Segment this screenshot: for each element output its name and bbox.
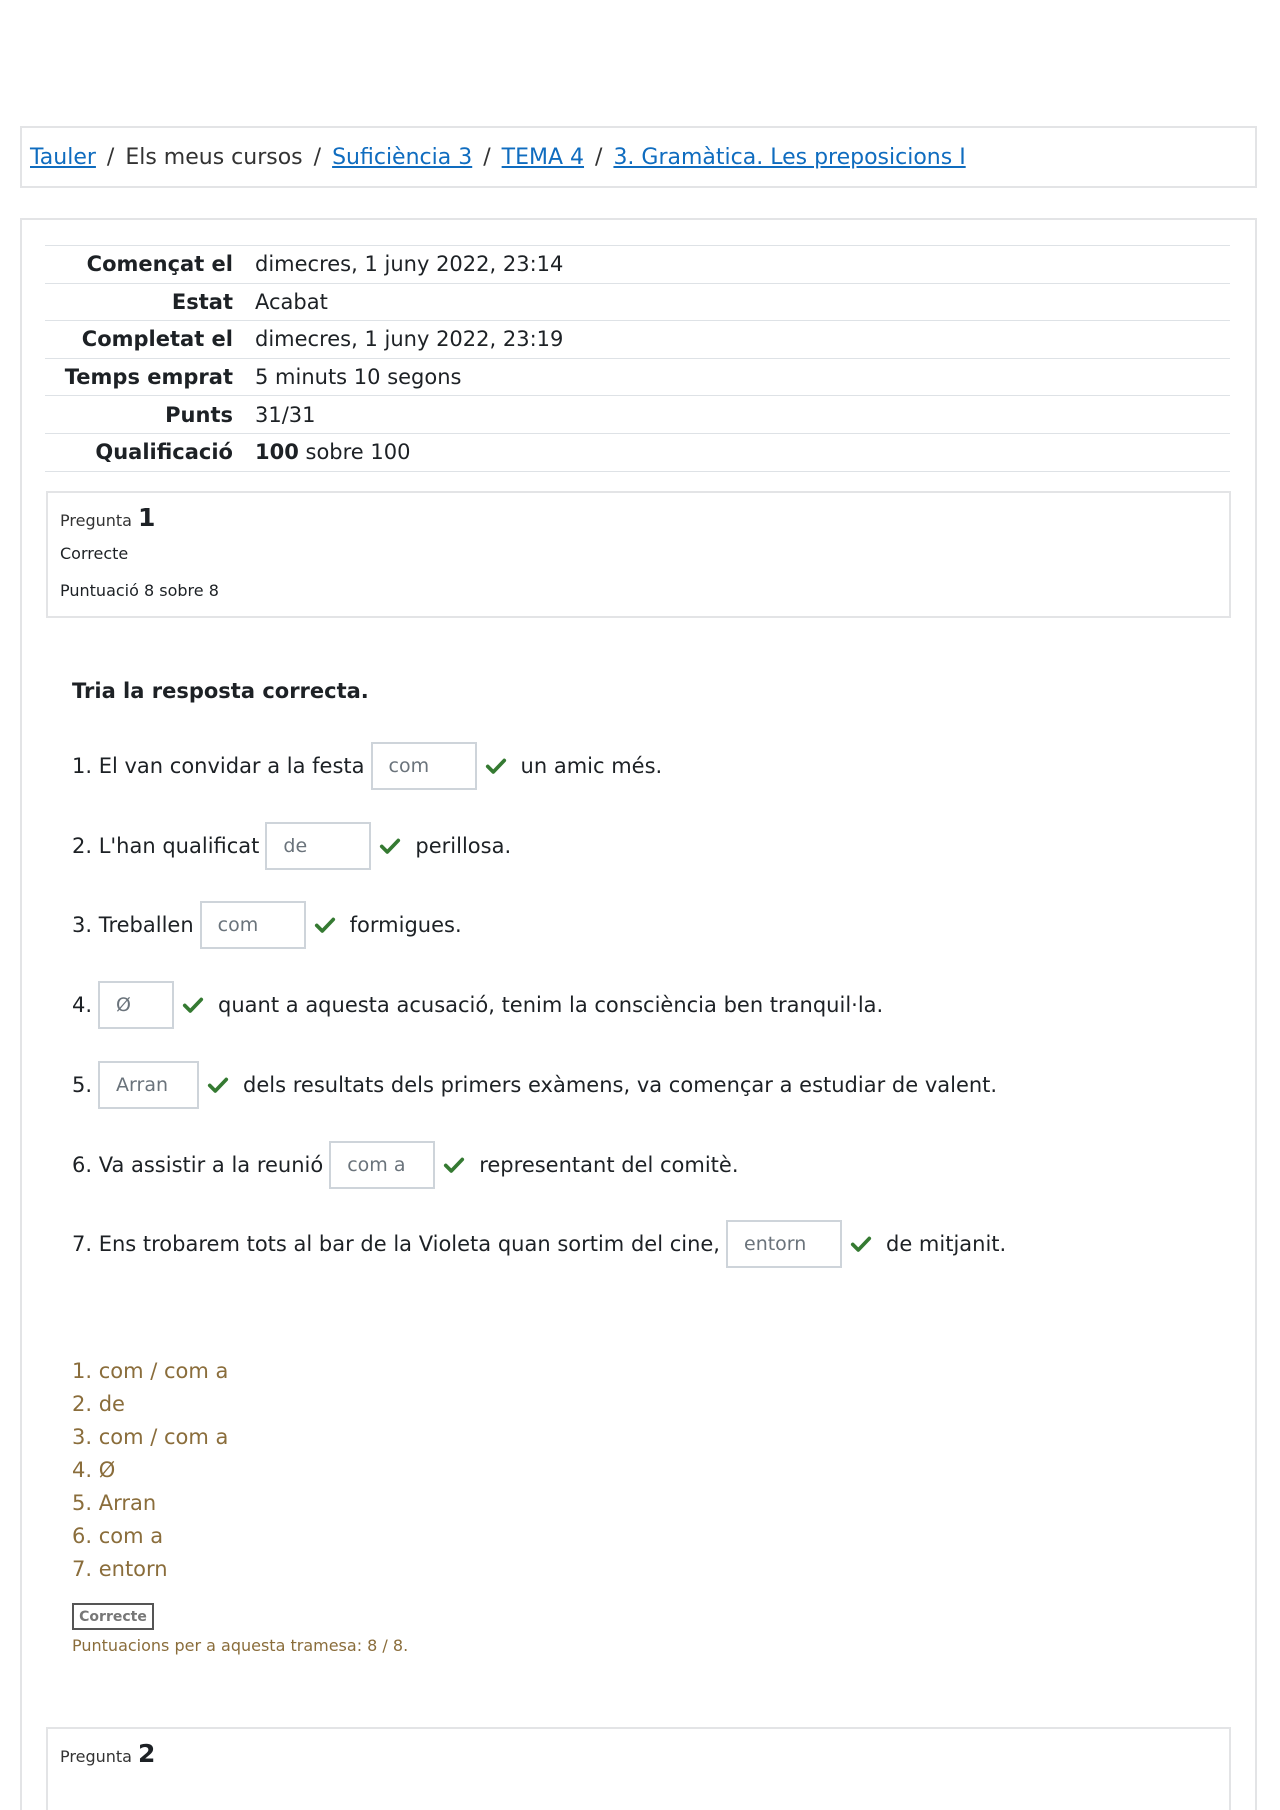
summary-value: 5 minuts 10 segons (255, 358, 1230, 396)
feedback-line: 1. com / com a (72, 1359, 229, 1383)
check-icon (443, 1154, 465, 1176)
grade-suffix: sobre 100 (298, 440, 411, 465)
sentence-before: 5. (72, 1073, 93, 1097)
answer-dropdown[interactable]: de (265, 822, 371, 870)
summary-row-time-taken (45, 358, 1230, 396)
feedback-line: 4. Ø (72, 1458, 116, 1482)
sentence-after: perillosa. (415, 834, 512, 858)
breadcrumb-link-course[interactable]: Suficiència 3 (332, 144, 473, 170)
summary-label: Punts (45, 396, 255, 434)
sentence-after: quant a aquesta acusació, tenim la consciència ben tranquil·la. (218, 993, 884, 1017)
answer-dropdown[interactable]: Ø (98, 981, 174, 1029)
sentence-before: 1. El van convidar a la festa (72, 754, 365, 778)
general-feedback (72, 1355, 228, 1586)
summary-label: Qualificació (45, 433, 255, 471)
check-icon (182, 994, 204, 1016)
sentence-after: de mitjanit. (886, 1232, 1007, 1256)
question-number-value: 2 (137, 1739, 156, 1768)
answer-dropdown[interactable]: com (200, 901, 306, 949)
sentence-before: 7. Ens trobarem tots al bar de la Violeta quan sortim del cine, (72, 1232, 720, 1256)
answer-dropdown[interactable]: entorn (726, 1220, 842, 1268)
gap-sentence (72, 901, 462, 949)
summary-value: dimecres, 1 juny 2022, 23:19 (255, 321, 1230, 359)
question-number-value: 1 (137, 503, 156, 532)
summary-value: 31/31 (255, 396, 1230, 434)
feedback-line: 2. de (72, 1392, 125, 1416)
summary-label: Temps emprat (45, 358, 255, 396)
breadcrumb-link-topic[interactable]: TEMA 4 (501, 144, 585, 170)
summary-row-started (45, 246, 1230, 284)
question-info-box (46, 1727, 1231, 1810)
question-number (60, 503, 1217, 532)
check-icon (485, 755, 507, 777)
summary-value: Acabat (255, 283, 1230, 321)
question-status: Correcte (60, 544, 129, 563)
check-icon (207, 1074, 229, 1096)
breadcrumb-separator: / (595, 144, 603, 170)
summary-label: Començat el (45, 246, 255, 284)
feedback-line: 7. entorn (72, 1557, 168, 1581)
sentence-after: representant del comitè. (479, 1153, 739, 1177)
answer-dropdown[interactable]: com a (329, 1141, 435, 1189)
summary-label: Estat (45, 283, 255, 321)
submission-score: Puntuacions per a aquesta tramesa: 8 / 8. (72, 1636, 409, 1655)
summary-row-state (45, 283, 1230, 321)
question-prefix: Pregunta (60, 511, 132, 530)
gap-sentence (72, 1141, 739, 1189)
question-grade: Puntuació 8 sobre 8 (60, 581, 219, 600)
feedback-line: 6. com a (72, 1524, 164, 1548)
feedback-line: 5. Arran (72, 1491, 157, 1515)
gap-sentence (72, 822, 511, 870)
sentence-after: formigues. (349, 913, 462, 937)
check-icon (850, 1233, 872, 1255)
check-icon (379, 835, 401, 857)
sentence-before: 4. (72, 993, 93, 1017)
sentence-after: dels resultats dels primers exàmens, va començar a estudiar de valent. (243, 1073, 998, 1097)
breadcrumb-item-my-courses: Els meus cursos (125, 144, 303, 170)
grade-value: 100 (255, 440, 299, 465)
question-info-box (46, 491, 1231, 618)
gap-sentence (72, 1061, 997, 1109)
attempt-summary-table (45, 245, 1230, 472)
gap-sentence (72, 742, 662, 790)
sentence-before: 3. Treballen (72, 913, 194, 937)
gap-sentence (72, 981, 883, 1029)
summary-value (255, 433, 1230, 471)
answer-dropdown[interactable]: com (371, 742, 477, 790)
summary-row-completed (45, 321, 1230, 359)
breadcrumb-separator: / (106, 144, 115, 170)
question-prompt: Tria la resposta correcta. (72, 679, 369, 703)
question-prefix: Pregunta (60, 1747, 132, 1766)
sentence-before: 2. L'han qualificat (72, 834, 260, 858)
answer-dropdown[interactable]: Arran (98, 1061, 199, 1109)
correct-badge: Correcte (72, 1603, 154, 1630)
breadcrumb-link-quiz[interactable]: 3. Gramàtica. Les preposicions I (613, 144, 966, 170)
sentence-after: un amic més. (520, 754, 663, 778)
sentence-before: 6. Va assistir a la reunió (72, 1153, 324, 1177)
question-number (60, 1739, 1217, 1768)
breadcrumb-separator: / (313, 144, 322, 170)
summary-label: Completat el (45, 321, 255, 359)
feedback-line: 3. com / com a (72, 1425, 229, 1449)
breadcrumb (20, 126, 1257, 188)
summary-row-grade (45, 433, 1230, 471)
breadcrumb-separator: / (483, 144, 491, 170)
gap-sentence (72, 1220, 1006, 1268)
summary-value: dimecres, 1 juny 2022, 23:14 (255, 246, 1230, 284)
breadcrumb-link-tauler[interactable]: Tauler (30, 144, 96, 170)
summary-row-marks (45, 396, 1230, 434)
check-icon (314, 914, 336, 936)
